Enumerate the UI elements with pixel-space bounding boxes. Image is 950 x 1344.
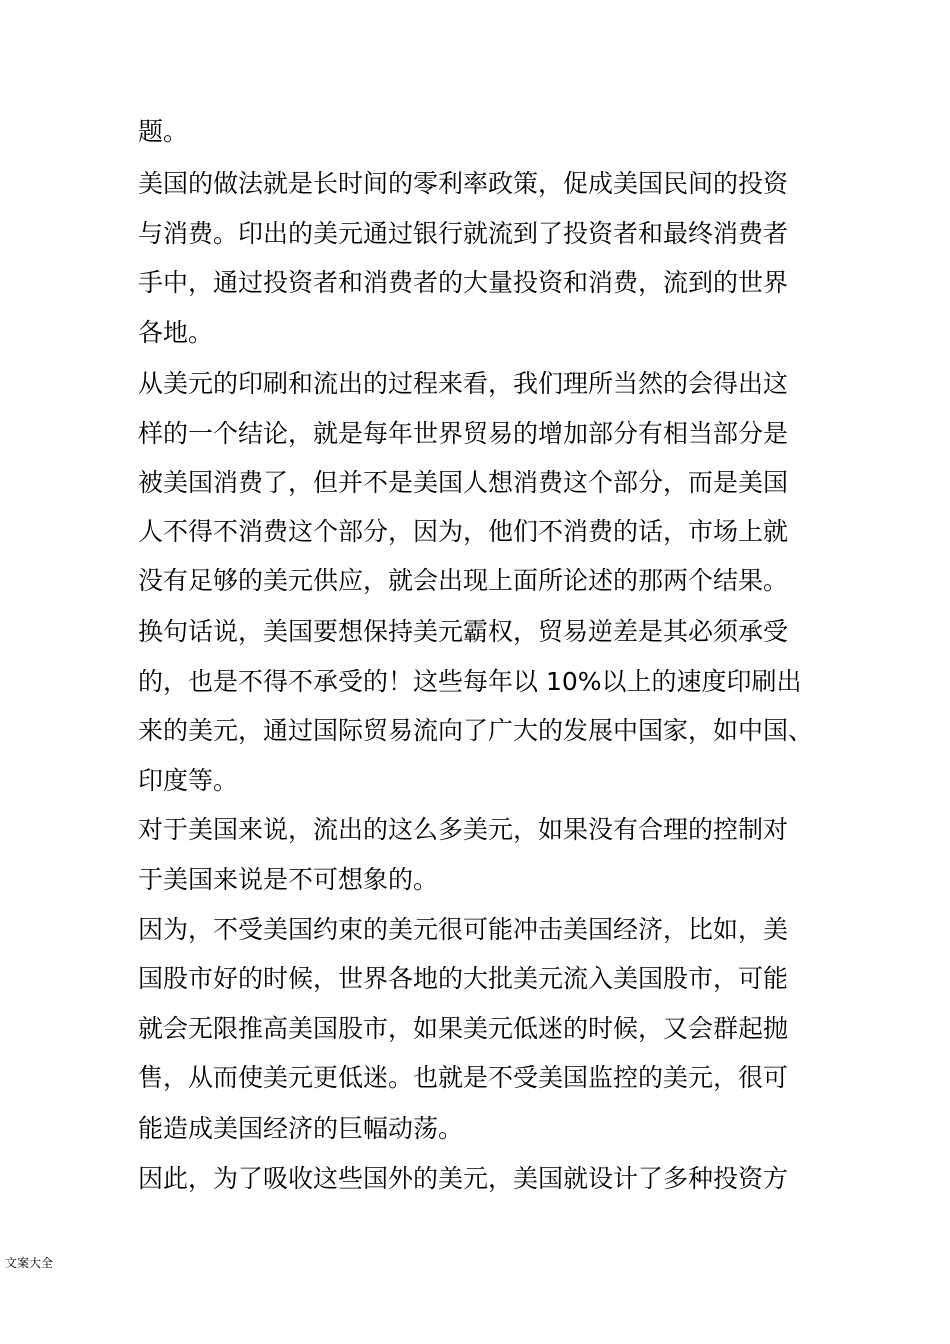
text-line: 能造成美国经济的巨幅动荡。: [138, 1114, 464, 1143]
text-line: 印度等。: [138, 766, 239, 795]
text-line: 手中，通过投资者和消费者的大量投资和消费，流到的世界: [138, 268, 789, 297]
text-line: 因为，不受美国约束的美元很可能冲击美国经济，比如，美: [138, 915, 789, 944]
text-line: 换句话说，美国要想保持美元霸权，贸易逆差是其必须承受: [138, 617, 789, 646]
text-line: 各地。: [138, 318, 214, 347]
text-line: 来的美元，通过国际贸易流向了广大的发展中国家，如中国、: [138, 716, 814, 745]
text-line: 被美国消费了，但并不是美国人想消费这个部分，而是美国: [138, 468, 789, 497]
text-line: 的，也是不得不承受的！这些每年以 10%以上的速度印刷出: [138, 667, 802, 696]
text-line: 就会无限推高美国股市，如果美元低迷的时候，又会群起抛: [138, 1014, 789, 1043]
text-line: 样的一个结论，就是每年世界贸易的增加部分有相当部分是: [138, 419, 789, 448]
text-line: 从美元的印刷和流出的过程来看，我们理所当然的会得出这: [138, 369, 789, 398]
text-line: 对于美国来说，流出的这么多美元，如果没有合理的控制对: [138, 815, 789, 844]
text-line: 美国的做法就是长时间的零利率政策，促成美国民间的投资: [138, 169, 789, 198]
text-line: 售，从而使美元更低迷。也就是不受美国监控的美元，很可: [138, 1063, 789, 1092]
text-line: 没有足够的美元供应，就会出现上面所论述的那两个结果。: [138, 566, 789, 595]
text-line: 人不得不消费这个部分，因为，他们不消费的话，市场上就: [138, 517, 789, 546]
text-line: 与消费。印出的美元通过银行就流到了投资者和最终消费者: [138, 219, 789, 248]
text-line: 于美国来说是不可想象的。: [138, 865, 439, 894]
text-line: 因此，为了吸收这些国外的美元，美国就设计了多种投资方: [138, 1164, 789, 1193]
footer-label: 文案大全: [5, 1256, 54, 1270]
text-line: 国股市好的时候，世界各地的大批美元流入美国股市，可能: [138, 964, 789, 993]
text-line: 题。: [138, 117, 189, 146]
